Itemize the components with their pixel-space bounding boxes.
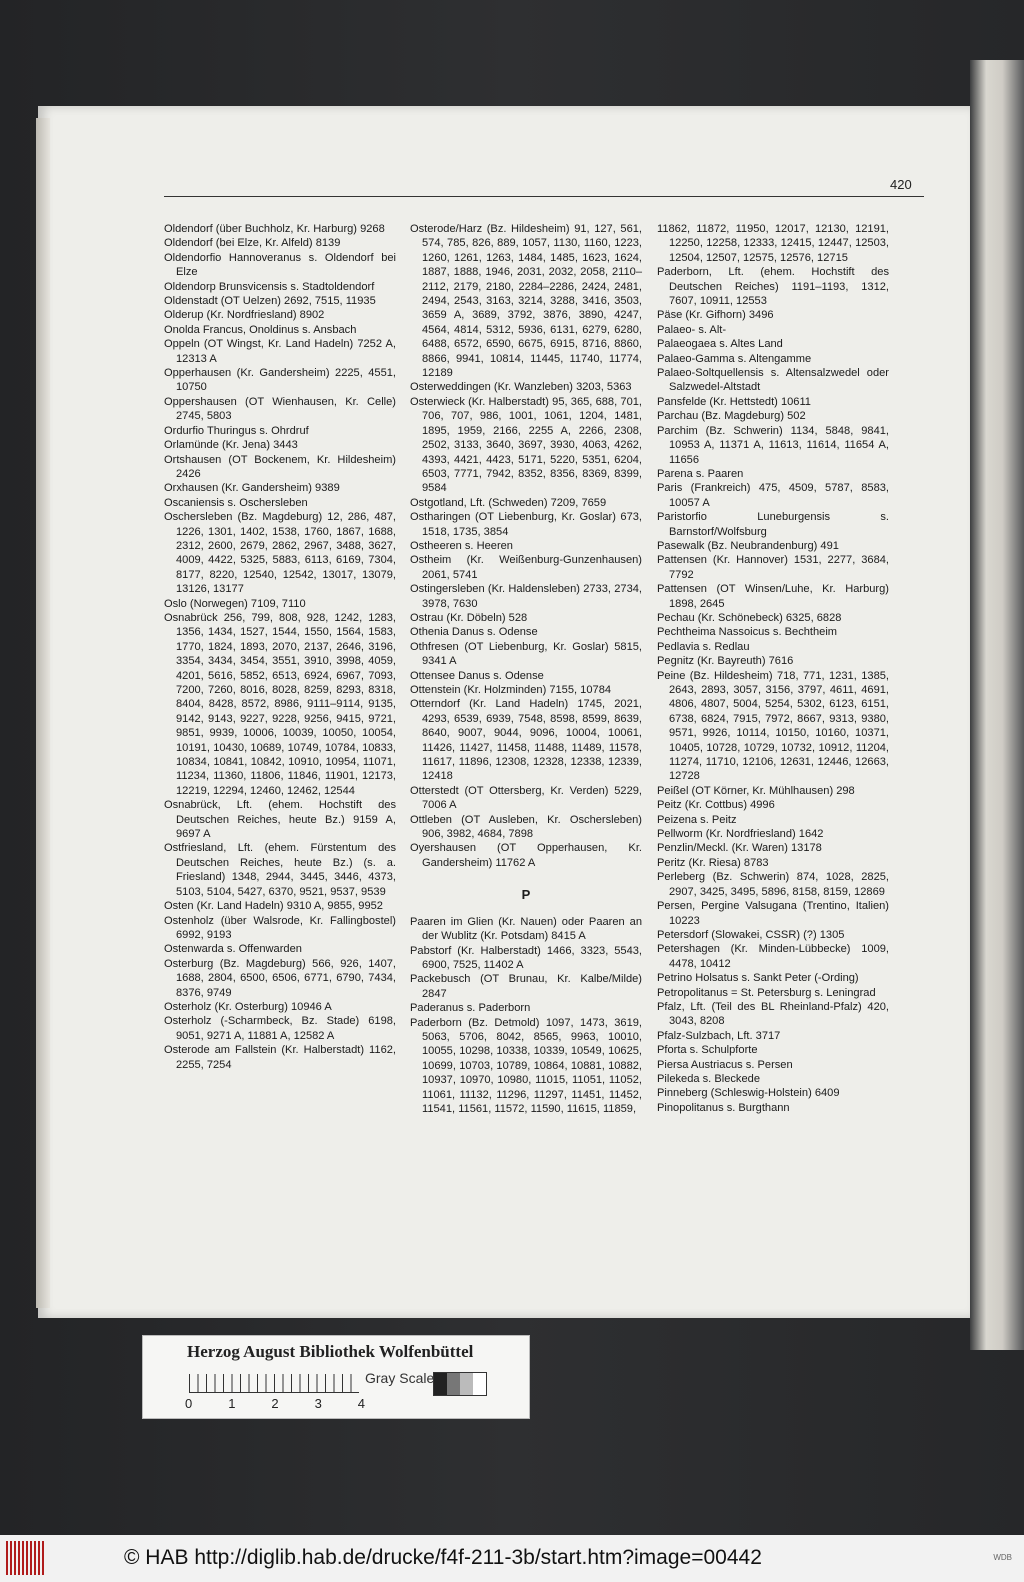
scale-ruler (189, 1374, 359, 1393)
index-entry: Oldendorp Brunsvicensis s. Stadtoldendorf (164, 280, 375, 293)
index-entry: Palaeogaea s. Altes Land (657, 338, 783, 351)
index-entry: Osterweddingen (Kr. Wanzleben) 3203, 5363 (410, 381, 632, 394)
index-entry: Ostheeren s. Heeren (410, 539, 513, 552)
index-entry: Penzlin/Meckl. (Kr. Waren) 13178 (657, 842, 822, 855)
ruler-number: 0 (185, 1396, 193, 1411)
index-entry: Paristorfio Luneburgensis s. Barnstorf/Wolfsburg (657, 511, 889, 538)
index-entry: Otterstedt (OT Ottersberg, Kr. Verden) 5229, 7006 A (410, 784, 642, 812)
index-entry: Peitz (Kr. Cottbus) 4996 (657, 799, 775, 812)
index-entry: Ortshausen (OT Bockenem, Kr. Hildesheim) 2426 (164, 453, 396, 480)
index-entry: Oppershausen (OT Wienhausen, Kr. Celle) 2745, 5803 (164, 395, 396, 423)
ruler-numbers (185, 1396, 365, 1411)
library-name: Herzog August Bibliothek Wolfenbüttel (187, 1342, 474, 1361)
index-entry: Petershagen (Kr. Minden-Lübbecke) 1009, 4478, 10412 (657, 943, 889, 970)
index-entry: Persen, Pergine Valsugana (Trentino, Italien) 10223 (657, 900, 889, 927)
index-entry: Otterndorf (Kr. Land Hadeln) 1745, 2021, 4293, 6539, 6939, 7548, 8598, 8599, 8639, 8640, 9007, 9044, 9096, 10004, 10061, 11426, 11427, 11458, 11488, 11489, 11578, 11617, 11896, 12308, 12328, 12338, 12339, 12418 (410, 698, 642, 783)
index-entry: Pattensen (Kr. Hannover) 1531, 2277, 3684, 7792 (657, 554, 889, 581)
index-entry: Olderup (Kr. Nordfriesland) 8902 (164, 309, 325, 322)
index-entry: Ostharingen (OT Liebenburg, Kr. Goslar) 673, 1518, 1735, 3854 (410, 511, 642, 538)
header-rule (164, 196, 924, 197)
index-entry: Pellworm (Kr. Nordfriesland) 1642 (657, 828, 824, 841)
index-entry: Paderborn, Lft. (ehem. Hochstift des Deutschen Reiches) 1191–1193, 1312, 7607, 10911, 12553 (657, 266, 889, 308)
index-entry: Pforta s. Schulpforte (657, 1044, 758, 1057)
index-entry: Parchim (Bz. Schwerin) 1134, 5848, 9841, 10953 A, 11371 A, 11613, 11614, 11654 A, 11656 (657, 424, 889, 466)
index-entry: Pilekeda s. Bleckede (657, 1072, 760, 1085)
index-entry: Oldendorf (über Buchholz, Kr. Harburg) 9268 (164, 223, 385, 235)
index-entry: Oldendorf (bei Elze, Kr. Alfeld) 8139 (164, 237, 341, 250)
index-entry: Palaeo-Gamma s. Altengamme (657, 352, 812, 365)
index-entry: Othfresen (OT Liebenburg, Kr. Goslar) 5815, 9341 A (410, 640, 642, 668)
index-entry: 11862, 11872, 11950, 12017, 12130, 12191, 12250, 12258, 12333, 12415, 12447, 12503, 12504, 12507, 12575, 12576, 12715 (657, 223, 889, 264)
ruler-number: 2 (271, 1396, 279, 1411)
index-entry: Oyershausen (OT Opperhausen, Kr. Gandersheim) 11762 A (410, 842, 642, 869)
index-entry: Paderanus s. Paderborn (410, 1002, 531, 1015)
index-entry: Petropolitanus = St. Petersburg s. Leningrad (657, 986, 876, 999)
index-entry: Pechau (Kr. Schönebeck) 6325, 6828 (657, 611, 842, 624)
index-entry: Pegnitz (Kr. Bayreuth) 7616 (657, 655, 794, 668)
index-entry: Osterholz (-Scharmbeck, Bz. Stade) 6198, 9051, 9271 A, 11881 A, 12582 A (164, 1015, 396, 1042)
index-column-1 (164, 222, 396, 1072)
index-column-3 (657, 222, 889, 1115)
index-entry: Ostenwarda s. Offenwarden (164, 943, 302, 956)
ruler-number: 1 (228, 1396, 236, 1411)
index-entry: Pinopolitanus s. Burgthann (657, 1101, 790, 1114)
index-entry: Osterwieck (Kr. Halberstadt) 95, 365, 688, 701, 706, 707, 986, 1001, 1061, 1204, 1481, 1895, 1959, 2166, 2255 A, 2266, 2308, 2502, 3133, 3640, 3697, 3930, 4063, 4262, 4393, 4421, 4423, 5171, 5220, 5351, 6204, 6503, 7771, 7942, 8352, 8356, 8369, 8399, 9584 (410, 395, 642, 495)
book-page (38, 106, 970, 1318)
color-target-card (142, 1335, 530, 1419)
index-entry: Osterholz (Kr. Osterburg) 10946 A (164, 1000, 332, 1013)
footer-bar (0, 1535, 1024, 1582)
ruler-number: 4 (357, 1396, 365, 1411)
index-entry: Oldendorfio Hannoveranus s. Oldendorf bei Elze (164, 251, 396, 279)
index-entry: Ostheim (Kr. Weißenburg-Gunzenhausen) 2061, 5741 (410, 554, 642, 581)
index-entry: Ostfriesland, Lft. (ehem. Fürstentum des Deutschen Reiches, heute Bz.) (s. a. Friesland) 1348, 2944, 3445, 3446, 4373, 5103, 5104, 5427, 6370, 9521, 9537, 9539 (164, 842, 396, 898)
index-entry: Oldenstadt (OT Uelzen) 2692, 7515, 11935 (164, 295, 376, 308)
index-entry: Palaeo-Soltquellensis s. Altensalzwedel oder Salzwedel-Altstadt (657, 367, 889, 394)
index-entry: Oschersleben (Bz. Magdeburg) 12, 286, 487, 1226, 1301, 1402, 1538, 1760, 1867, 1688, 2312, 2600, 2679, 2862, 2967, 3488, 3627, 4009, 4422, 5325, 5883, 6113, 6169, 7304, 8177, 8220, 12540, 12542, 13017, 13079, 13126, 13177 (164, 511, 396, 596)
footer-mark: WDB (993, 1553, 1012, 1562)
index-entry: Osnabrück, Lft. (ehem. Hochstift des Deutschen Reiches, heute Bz.) 9159 A, 9697 A (164, 799, 396, 841)
index-entry: Ostingersleben (Kr. Haldensleben) 2733, 2734, 3978, 7630 (410, 583, 642, 610)
index-entry: Ordurfio Thuringus s. Ohrdruf (164, 424, 309, 437)
index-entry: Peißel (OT Körner, Kr. Mühlhausen) 298 (657, 784, 855, 797)
index-entry: Piersa Austriacus s. Persen (657, 1058, 793, 1071)
index-entry: Osnabrück 256, 799, 808, 928, 1242, 1283, 1356, 1434, 1527, 1544, 1550, 1564, 1583, 1770, 1824, 1893, 2070, 2137, 2646, 3196, 3354, 3434, 3454, 3551, 3910, 3998, 4059, 4201, 5616, 5852, 6513, 6924, 6967, 7093, 7200, 7260, 8016, 8028, 8259, 8293, 8318, 8404, 8428, 8572, 8986, 9111–9114, 9135, 9142, 9143, 9227, 9228, 9256, 9415, 9721, 9851, 9939, 10006, 10039, 10050, 10054, 10191, 10430, 10689, 10749, 10784, 10833, 10834, 10841, 10842, 10910, 10954, 11071, 11234, 11360, 11806, 11846, 11901, 12173, 12219, 12294, 12460, 12462, 12544 (164, 611, 396, 797)
index-entry: Ottenstein (Kr. Holzminden) 7155, 10784 (410, 684, 612, 696)
index-entry: Pechtheima Nassoicus s. Bechtheim (657, 626, 838, 639)
index-entry: Packebusch (OT Brunau, Kr. Kalbe/Milde) 2847 (410, 973, 642, 1000)
ruler-number: 3 (314, 1396, 322, 1411)
index-entry: Pasewalk (Bz. Neubrandenburg) 491 (657, 539, 839, 552)
index-entry: Pattensen (OT Winsen/Luhe, Kr. Harburg) 1898, 2645 (657, 583, 889, 610)
section-letter: P (521, 887, 531, 903)
index-entry: Palaeo- s. Alt- (657, 323, 727, 336)
page-left-edge (36, 118, 50, 1308)
index-entry: Paaren im Glien (Kr. Nauen) oder Paaren an der Wublitz (Kr. Potsdam) 8415 A (410, 915, 642, 943)
index-entry: Petrino Holsatus s. Sankt Peter (-Ording) (657, 972, 859, 985)
index-entry: Opperhausen (Kr. Gandersheim) 2225, 4551, 10750 (164, 367, 396, 394)
index-entry: Parchau (Bz. Magdeburg) 502 (657, 410, 806, 423)
gray-scale-patches (433, 1372, 487, 1396)
index-entry: Paderborn (Bz. Detmold) 1097, 1473, 3619, 5063, 5706, 8042, 8565, 9963, 10010, 10055, 10298, 10338, 10339, 10549, 10625, 10699, 10703, 10789, 10864, 10881, 10882, 10937, 10970, 10980, 11015, 11051, 11052, 11061, 11132, 11296, 11297, 11451, 11452, 11541, 11561, 11572, 11590, 11615, 11859, (410, 1016, 642, 1115)
index-entry: Peritz (Kr. Riesa) 8783 (657, 856, 769, 869)
index-entry: Oscaniensis s. Oschersleben (164, 496, 308, 509)
index-entry: Ottleben (OT Ausleben, Kr. Oschersleben) 906, 3982, 4684, 7898 (410, 813, 642, 841)
index-entry: Petersdorf (Slowakei, CSSR) (?) 1305 (657, 928, 845, 941)
index-entry: Orxhausen (Kr. Gandersheim) 9389 (164, 482, 340, 495)
adjacent-page-edge (970, 60, 1024, 1350)
index-entry: Perleberg (Bz. Schwerin) 874, 1028, 2825, 2907, 3425, 3495, 5896, 8158, 8159, 12869 (657, 871, 889, 898)
index-entry: Orlamünde (Kr. Jena) 3443 (164, 439, 298, 452)
index-entry: Peizena s. Peitz (657, 813, 737, 826)
index-entry: Pansfelde (Kr. Hettstedt) 10611 (657, 395, 811, 408)
index-entry: Pabstorf (Kr. Halberstadt) 1466, 3323, 5543, 6900, 7525, 11402 A (410, 944, 642, 971)
index-column-2 (410, 222, 642, 1116)
index-entry: Päse (Kr. Gifhorn) 3496 (657, 309, 774, 322)
index-entry: Pedlavia s. Redlau (657, 640, 750, 653)
index-entry: Oppeln (OT Wingst, Kr. Land Hadeln) 7252 A, 12313 A (164, 338, 396, 365)
index-entry: Ostenholz (über Walsrode, Kr. Fallingbostel) 6992, 9193 (164, 914, 396, 941)
index-entry: Othenia Danus s. Odense (410, 626, 538, 639)
index-entry: Osterburg (Bz. Magdeburg) 566, 926, 1407, 1688, 2804, 6500, 6506, 6771, 6790, 7434, 8376, 9749 (164, 957, 396, 999)
gray-scale-label: Gray Scale (365, 1370, 435, 1386)
index-entry: Oslo (Norwegen) 7109, 7110 (164, 597, 306, 610)
index-entry: Paris (Frankreich) 475, 4509, 5787, 8583, 10057 A (657, 482, 889, 509)
index-entry: Peine (Bz. Hildesheim) 718, 771, 1231, 1385, 2643, 2893, 3057, 3156, 3797, 4611, 4691, 4806, 4807, 5004, 5254, 5302, 6123, 6151, 6738, 6824, 7915, 7972, 8667, 9313, 9380, 9571, 9926, 10114, 10150, 10160, 10371, 10405, 10728, 10729, 10732, 10912, 11204, 11274, 11710, 12106, 12631, 12446, 12663, 12728 (657, 669, 889, 783)
index-entry: Pfalz, Lft. (Teil des BL Rheinland-Pfalz) 420, 3043, 8208 (657, 1000, 889, 1028)
index-entry: Pfalz-Sulzbach, Lft. 3717 (657, 1029, 781, 1042)
index-entry: Pinneberg (Schleswig-Holstein) 6409 (657, 1087, 840, 1100)
page-number: 420 (890, 177, 912, 192)
index-entry: Parena s. Paaren (657, 467, 744, 480)
index-entry: Ottensee Danus s. Odense (410, 669, 544, 682)
index-entry: Osterode am Fallstein (Kr. Halberstadt) 1162, 2255, 7254 (164, 1044, 396, 1071)
index-entry: Ostrau (Kr. Döbeln) 528 (410, 611, 528, 624)
index-entry: Osterode/Harz (Bz. Hildesheim) 91, 127, 561, 574, 785, 826, 889, 1057, 1130, 1160, 1223, 1260, 1261, 1263, 1484, 1485, 1623, 1624, 1887, 1888, 1946, 2031, 2032, 2058, 2110–2112, 2179, 2180, 2284–2286, 2424, 2481, 2494, 2543, 3163, 3214, 3288, 3416, 3503, 3659 A, 3689, 3792, 3876, 3890, 4247, 4564, 4814, 5312, 5936, 6131, 6279, 6280, 6488, 6572, 6590, 6675, 6915, 8716, 8860, 8866, 9941, 10814, 11445, 11740, 11774, 12189 (410, 223, 642, 380)
hab-logo-icon (6, 1541, 44, 1575)
index-entry: Onolda Francus, Onoldinus s. Ansbach (164, 323, 357, 336)
index-entry: Osten (Kr. Land Hadeln) 9310 A, 9855, 9952 (164, 900, 383, 913)
index-entry: Ostgotland, Lft. (Schweden) 7209, 7659 (410, 496, 607, 509)
copyright-url[interactable]: © HAB http://diglib.hab.de/drucke/f4f-211-3b/start.htm?image=00442 (124, 1546, 762, 1569)
